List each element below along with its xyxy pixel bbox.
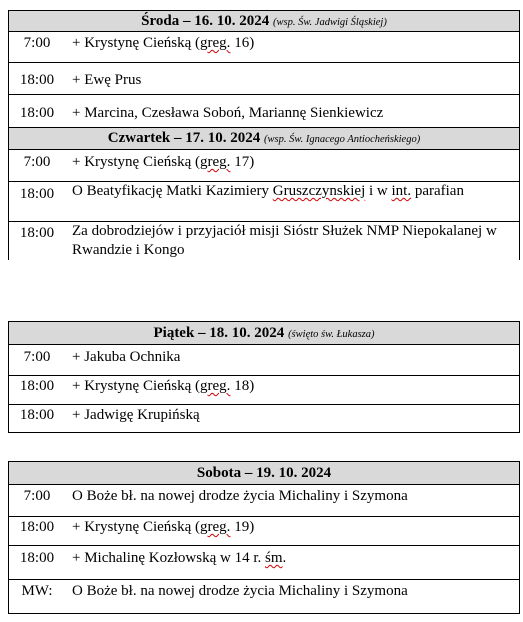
mass-time: 7:00: [23, 488, 51, 504]
day-block-saturday: [8, 461, 520, 614]
day-block-friday: [8, 321, 520, 433]
mass-intention: + Ewę Prus: [72, 72, 142, 88]
mass-row: [9, 404, 519, 431]
mass-row: [9, 545, 519, 580]
mass-intention: + Michalinę Kozłowską w 14 r. śm.: [72, 550, 287, 566]
mass-row: [9, 484, 519, 517]
mass-time: 18:00: [19, 225, 55, 241]
mass-intention: + Marcina, Czesława Soboń, Mariannę Sienkiewicz: [72, 105, 384, 121]
day-header: [9, 127, 519, 150]
day-note: (wsp. Św. Jadwigi Śląskiej): [272, 17, 387, 28]
mass-row: [9, 221, 519, 260]
mass-row: [9, 31, 519, 63]
day-note: (święto św. Łukasza): [288, 329, 375, 340]
mass-row: [9, 375, 519, 405]
mass-row: [9, 344, 519, 376]
day-title: Czwartek – 17. 10. 2024: [107, 130, 261, 146]
mass-row: [9, 181, 519, 222]
mass-intention: O Beatyfikację Matki Kazimiery Gruszczynskiej i w int. parafian: [72, 183, 464, 199]
mass-intention: + Krystynę Cieńską (greg. 19): [72, 519, 255, 535]
day-block-wednesday: [8, 10, 520, 127]
mass-intention: Za dobrodziejów i przyjaciół misji Sióstr Służek NMP Niepokalanej w Rwandzie i Kongo: [72, 223, 497, 258]
mass-intention: O Boże bł. na nowej drodze życia Michaliny i Szymona: [72, 488, 408, 504]
mass-time: 18:00: [19, 550, 55, 566]
mass-row: [9, 516, 519, 546]
mass-row: [9, 62, 519, 95]
mass-time: 7:00: [23, 35, 51, 51]
mass-intention: + Krystynę Cieńską (greg. 18): [72, 378, 255, 394]
day-block-thursday: [8, 127, 520, 260]
mass-time: 18:00: [19, 186, 55, 202]
day-title: Piątek – 18. 10. 2024: [153, 325, 285, 341]
day-title: Sobota – 19. 10. 2024: [196, 465, 332, 481]
day-note: (wsp. Św. Ignacego Antiocheńskiego): [264, 134, 421, 145]
mass-intention: + Jakuba Ochnika: [72, 349, 181, 365]
mass-row: [9, 94, 519, 127]
mass-time: 7:00: [23, 349, 51, 365]
mass-time: 18:00: [19, 72, 55, 88]
mass-time: MW:: [21, 583, 53, 599]
mass-intention: O Boże bł. na nowej drodze życia Michaliny i Szymona: [72, 583, 408, 599]
day-header: [9, 321, 519, 345]
mass-row: [9, 579, 519, 612]
mass-intention: + Krystynę Cieńską (greg. 16): [72, 35, 255, 51]
mass-time: 18:00: [19, 105, 55, 121]
day-header: [9, 461, 519, 485]
day-title: Środa – 16. 10. 2024: [141, 13, 270, 29]
mass-intention: + Krystynę Cieńską (greg. 17): [72, 154, 255, 170]
mass-row: [9, 149, 519, 182]
mass-time: 18:00: [19, 378, 55, 394]
mass-intention: + Jadwigę Krupińską: [72, 407, 200, 423]
mass-time: 18:00: [19, 519, 55, 535]
mass-time: 18:00: [19, 407, 55, 423]
mass-time: 7:00: [23, 154, 51, 170]
day-header: [9, 10, 519, 32]
